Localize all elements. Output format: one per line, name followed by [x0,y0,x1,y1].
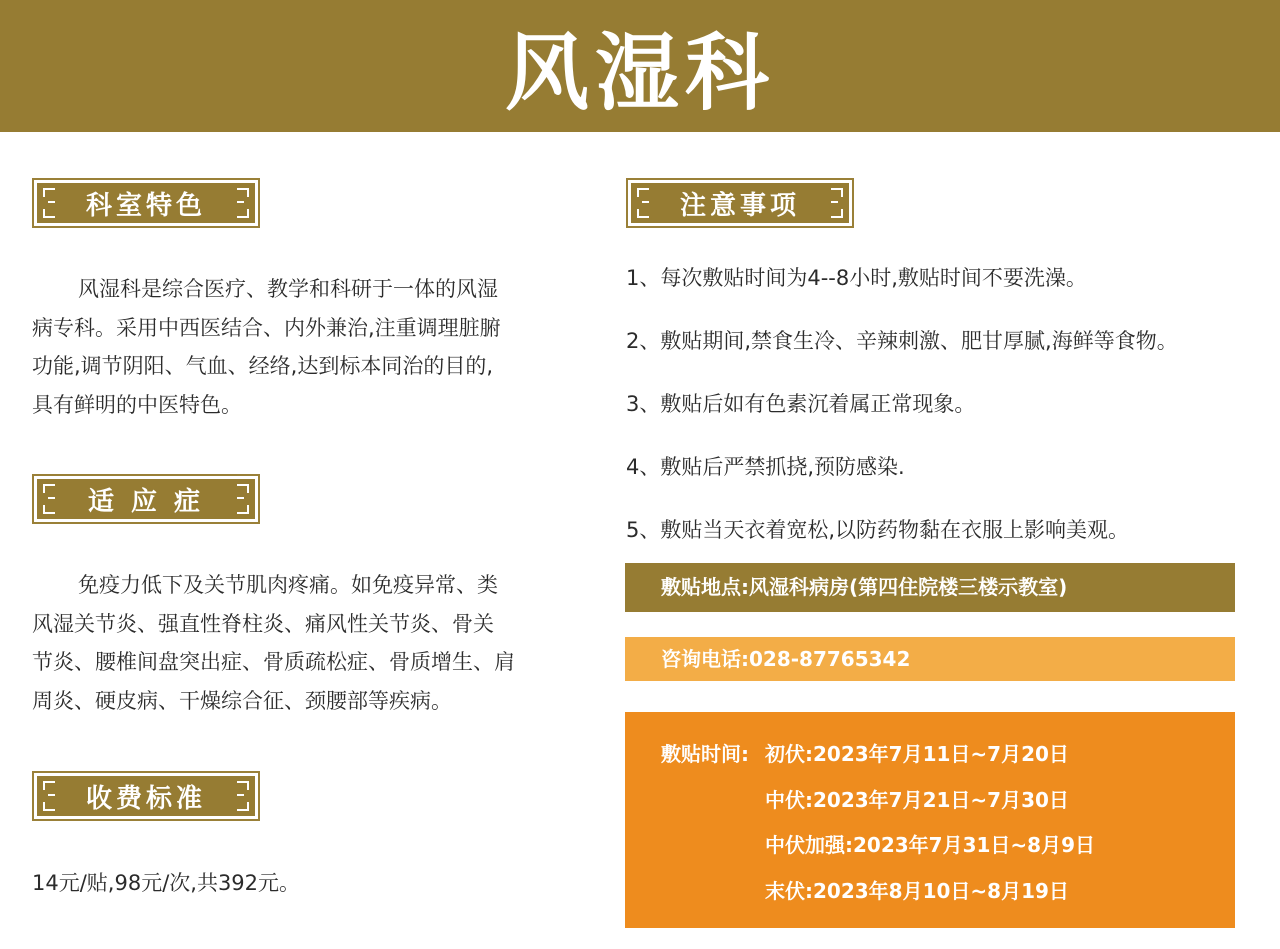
schedule-row [661,823,1235,869]
note-item: 2、敷贴期间,禁食生冷、辛辣刺激、肥甘厚腻,海鲜等食物。 [626,329,1178,353]
location-bar: 敷贴地点:风湿科病房(第四住院楼三楼示教室) [625,563,1235,612]
ornament-left-icon [43,188,55,218]
notes-title: 注意事项 [679,190,800,221]
schedule-row [661,869,1235,915]
notes-badge [626,178,854,228]
indications-line: 周炎、硬皮病、干燥综合征、颈腰部等疾病。 [32,688,452,713]
fees-text: 14元/贴,98元/次,共392元。 [32,871,301,895]
schedule-row [661,732,1235,778]
features-line: 具有鲜明的中医特色。 [32,392,242,417]
indications-text [32,566,572,720]
schedule-row [661,778,1235,824]
ornament-left-icon [637,188,649,218]
schedule-entry: 中伏加强:2023年7月31日~8月9日 [765,833,1095,857]
indications-badge [32,474,260,524]
schedule-entry: 初伏:2023年7月11日~7月20日 [765,742,1069,766]
indications-line: 节炎、腰椎间盘突出症、骨质疏松症、骨质增生、肩 [32,650,515,674]
fees-title: 收费标准 [85,783,206,814]
features-line: 风湿科是综合医疗、教学和科研于一体的风湿 [78,277,498,301]
notes-list [626,258,1246,573]
note-item: 1、每次敷贴时间为4--8小时,敷贴时间不要洗澡。 [626,266,1087,290]
note-item: 4、敷贴后严禁抓挠,预防感染. [626,455,905,479]
fees-badge [32,771,260,821]
page-header [0,0,1280,132]
ornament-right-icon [237,484,249,514]
features-text [32,270,572,424]
page-title: 风湿科 [504,23,775,122]
indications-title: 适 应 症 [87,486,205,517]
schedule-panel [625,712,1235,928]
schedule-entry: 中伏:2023年7月21日~7月30日 [765,787,1069,812]
ornament-left-icon [43,781,55,811]
schedule-entry: 末伏:2023年8月10日~8月19日 [765,878,1069,903]
ornament-right-icon [237,188,249,218]
schedule-label: 敷贴时间: [661,742,749,766]
ornament-right-icon [237,781,249,811]
features-line: 功能,调节阴阳、气血、经络,达到标本同治的目的, [32,354,494,378]
note-item: 5、敷贴当天衣着宽松,以防药物黏在衣服上影响美观。 [626,518,1130,542]
ornament-left-icon [43,484,55,514]
phone-bar: 咨询电话:028-87765342 [625,637,1235,681]
features-title: 科室特色 [85,190,206,221]
features-badge [32,178,260,228]
features-line: 病专科。采用中西医结合、内外兼治,注重调理脏腑 [32,315,501,340]
ornament-right-icon [831,188,843,218]
indications-line: 风湿关节炎、强直性脊柱炎、痛风性关节炎、骨关 [32,611,494,636]
note-item: 3、敷贴后如有色素沉着属正常现象。 [626,392,976,416]
indications-line: 免疫力低下及关节肌肉疼痛。如免疫异常、类 [78,573,498,597]
